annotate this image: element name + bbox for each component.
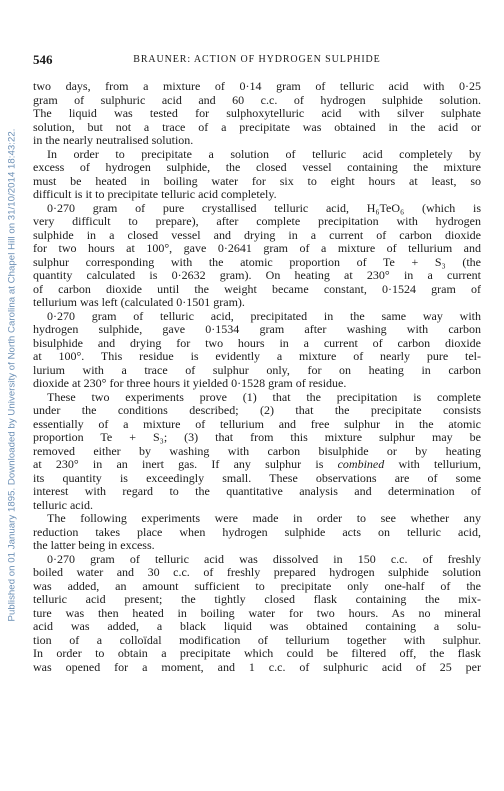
page-header bbox=[33, 52, 481, 68]
text-line: bisulphide and drying for two hours in a current of carbon dioxide bbox=[33, 335, 481, 350]
text-line: tellurium was left (calculated 0·1501 gram). bbox=[33, 295, 245, 309]
paragraph bbox=[33, 80, 481, 148]
text-line: In order to precipitate a solution of telluric acid completely by bbox=[47, 146, 481, 161]
text-line: the latter being in excess. bbox=[33, 538, 155, 552]
text-line: reduction takes place when hydrogen sulphide acts on telluric acid, bbox=[33, 524, 481, 539]
text-line: 0·270 gram of pure crystallised telluric acid, H₆TeO₆ (which is bbox=[47, 200, 481, 215]
text-line: 0·270 gram of telluric acid was dissolved in 150 c.c. of freshly bbox=[47, 551, 481, 566]
text-line: sulphur corresponding with the atomic proportion of Te + S₃ (the bbox=[33, 254, 481, 269]
text-line: dioxide at 230° for three hours it yielded 0·1528 gram of residue. bbox=[33, 376, 347, 390]
text-line: sulphide in a closed vessel and drying in a current of carbon dioxide bbox=[33, 227, 481, 242]
paragraph bbox=[33, 202, 481, 310]
article-body bbox=[33, 80, 481, 674]
text-line: for two hours at 100°, gave 0·2641 gram of a mixture of tellurium and bbox=[33, 241, 481, 255]
running-title: BRAUNER: ACTION OF HYDROGEN SULPHIDE bbox=[133, 54, 381, 65]
text-line: In order to obtain a precipitate which could be filtered off, the flask bbox=[33, 646, 481, 660]
text-line: was added, an amount sufficient to precipitate only one-half of the bbox=[33, 578, 481, 593]
text-line: of carbon dioxide until the weight became constant, 0·1524 gram of bbox=[33, 281, 481, 296]
text-line: was opened for a moment, and 1 c.c. of sulphuric acid of 25 per bbox=[33, 659, 481, 674]
text-line: interest with regard to the quantitative analysis and determination of bbox=[33, 484, 481, 498]
text-line: in the nearly neutralised solution. bbox=[33, 133, 194, 147]
page-number: 546 bbox=[33, 52, 53, 67]
text-line: The following experiments were made in order to see whether any bbox=[47, 511, 481, 525]
text-line: ture was then heated in boiling water for two hours. As no mineral bbox=[33, 605, 481, 620]
text-line: very difficult to prepare), after complete precipitation with hydrogen bbox=[33, 214, 481, 228]
text-line: 0·270 gram of telluric acid, precipitated in the same way with bbox=[47, 308, 481, 323]
paragraph bbox=[33, 391, 481, 513]
text-line: its quantity is exceedingly small. These observations are of some bbox=[33, 470, 481, 485]
text-line: acid was added, a black liquid was obtained containing a solu- bbox=[33, 619, 481, 633]
watermark-text: Published on 01 January 1895. Downloaded by University of North Carolina at Chapel Hill on 31/10/2014 18:43:22. bbox=[6, 128, 18, 622]
download-watermark bbox=[2, 0, 22, 791]
paragraph bbox=[33, 553, 481, 675]
text-line: hydrogen sulphide, gave 0·1534 gram after washing with carbon bbox=[33, 322, 481, 336]
text-line: telluric acid present; the tightly closed flask containing the mix- bbox=[33, 592, 481, 606]
text-line: under the conditions described; (2) that the precipitate consists bbox=[33, 403, 481, 417]
text-line: tion of a colloïdal modification of tellurium together with sulphur. bbox=[33, 632, 481, 647]
text-line: at 230° in an inert gas. If any sulphur is combined with tellurium, bbox=[33, 457, 481, 471]
text-line: excess of hydrogen sulphide, the closed vessel containing the mixture bbox=[33, 160, 481, 174]
paragraph bbox=[33, 148, 481, 202]
text-line: quantity calculated is 0·2632 gram). On heating at 230° in a current bbox=[33, 268, 481, 282]
text-line: lurium with a trace of sulphur only, for on heating in carbon bbox=[33, 362, 481, 377]
text-line: must be heated in boiling water for six to eight hours at least, so bbox=[33, 173, 481, 188]
paragraph bbox=[33, 512, 481, 553]
text-line: essentially of a mixture of tellurium and free sulphur in the atomic bbox=[33, 416, 481, 431]
text-line: These two experiments prove (1) that the precipitation is complete bbox=[47, 389, 481, 404]
text-line: solution, but not a trace of a precipitate was obtained in the acid or bbox=[33, 119, 481, 134]
text-line: proportion Te + S₃; (3) that from this mixture sulphur may be bbox=[33, 430, 481, 444]
text-line: telluric acid. bbox=[33, 497, 93, 512]
text-line: The liquid was tested for sulphoxytelluric acid with silver sulphate bbox=[33, 106, 481, 120]
text-line: two days, from a mixture of 0·14 gram of telluric acid with 0·25 bbox=[33, 79, 481, 93]
text-line: boiled water and 30 c.c. of freshly prepared hydrogen sulphide solution bbox=[33, 565, 481, 579]
paragraph bbox=[33, 310, 481, 391]
text-line: at 100°. This residue is evidently a mixture of nearly pure tel- bbox=[33, 349, 481, 363]
text-line: difficult is it to precipitate telluric acid completely. bbox=[33, 187, 277, 201]
text-line: gram of sulphuric acid and 60 c.c. of hydrogen sulphide solution. bbox=[33, 92, 481, 107]
text-line: removed either by washing with carbon bisulphide or by heating bbox=[33, 443, 481, 458]
